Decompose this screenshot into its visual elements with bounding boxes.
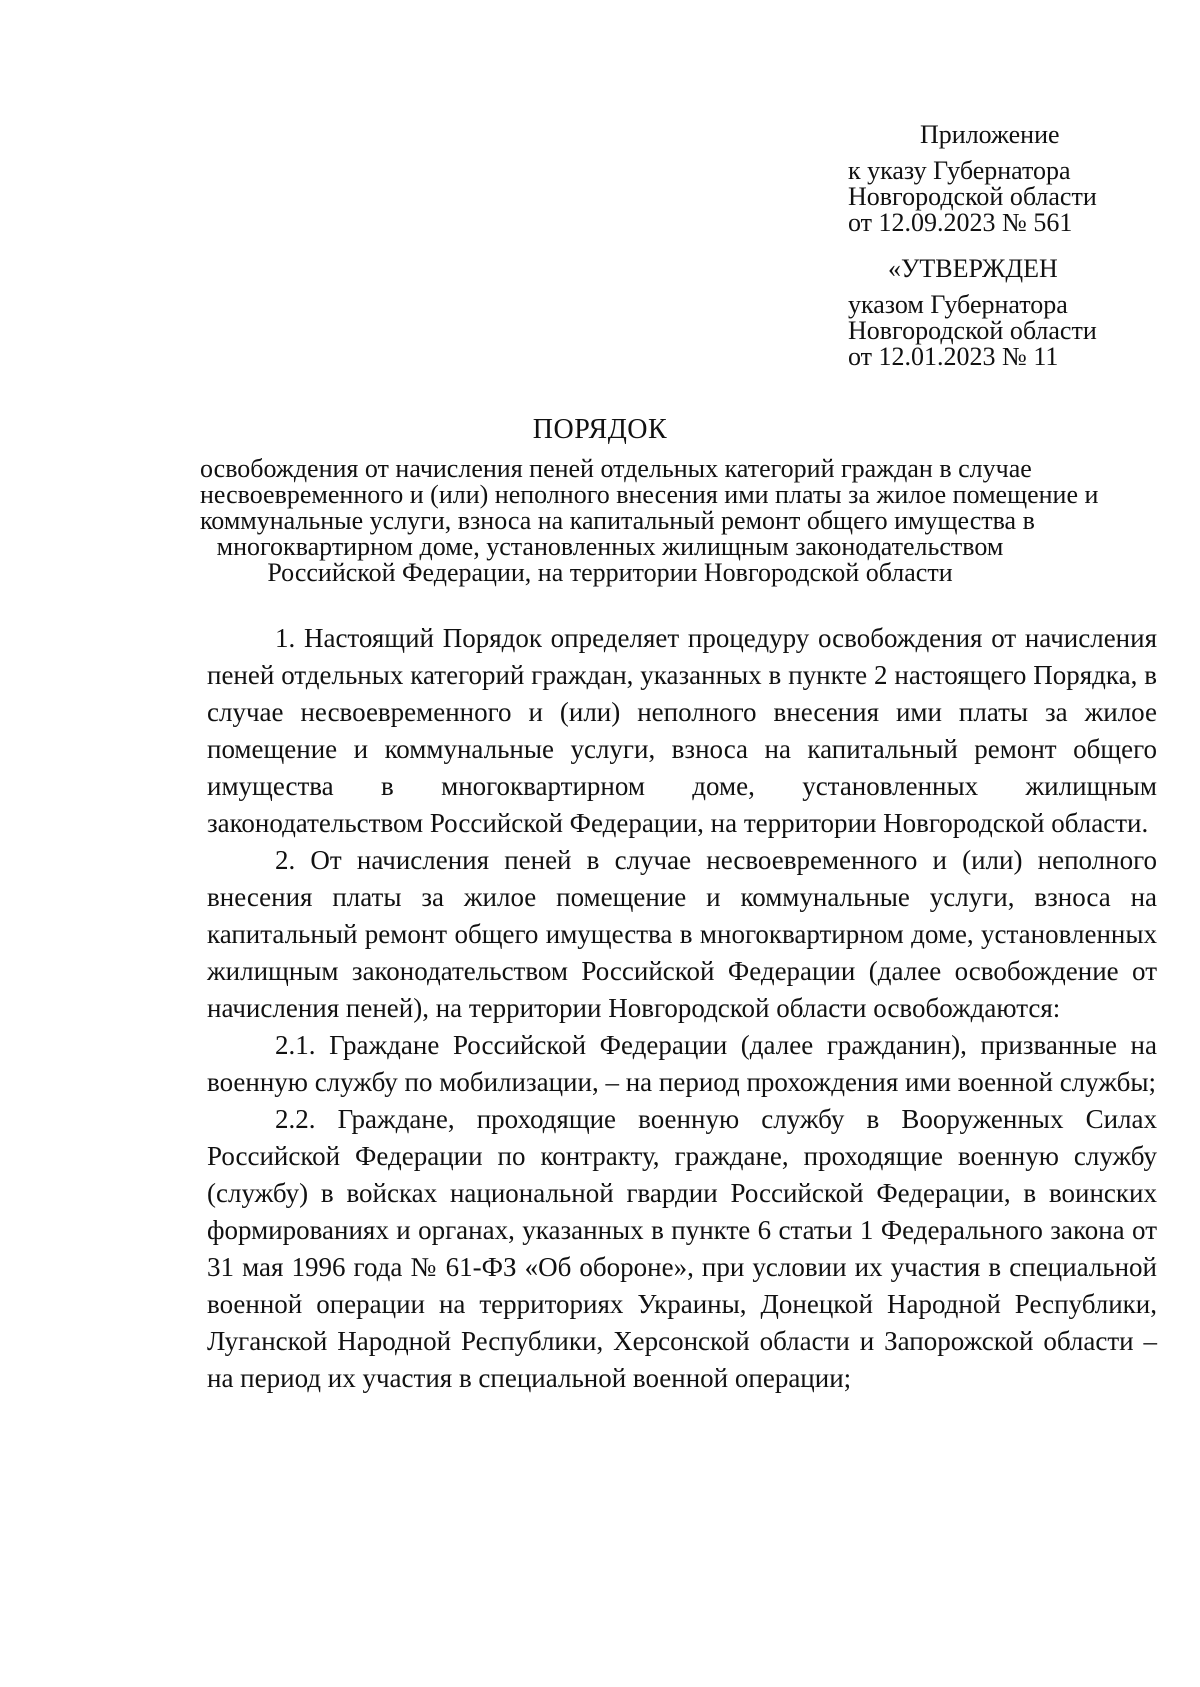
subtitle-line: Российской Федерации, на территории Новгородской области bbox=[267, 558, 953, 587]
appendix-reference bbox=[848, 158, 1168, 236]
document-body bbox=[207, 620, 1157, 1397]
approved-title: «УТВЕРЖДЕН bbox=[888, 254, 1058, 283]
document-subtitle bbox=[200, 454, 1099, 587]
appendix-line: Новгородской области bbox=[848, 182, 1097, 211]
approved-line: от 12.01.2023 № 11 bbox=[848, 342, 1059, 371]
paragraph-2: 2. От начисления пеней в случае несвоевременного и (или) неполного внесения платы за жилое помещение и коммунальные услуги, взноса на капитальный ремонт общего имущества в многоквартирном доме, установленных жилищным законодательством Российской Федерации (далее освобождение от начисления пеней), на территории Новгородской области освобождаются: bbox=[207, 845, 1157, 1023]
subtitle-line: несвоевременного и (или) неполного внесения ими платы за жилое помещение и bbox=[200, 480, 1099, 509]
appendix-line: к указу Губернатора bbox=[848, 156, 1071, 185]
approved-reference bbox=[848, 292, 1168, 370]
paragraph-2-1: 2.1. Граждане Российской Федерации (далее гражданин), призванные на военную службу по мобилизации, – на период прохождения ими военной службы; bbox=[207, 1030, 1157, 1097]
subtitle-line: коммунальные услуги, взноса на капитальный ремонт общего имущества в bbox=[200, 506, 1035, 535]
document-title: ПОРЯДОК bbox=[532, 414, 668, 445]
appendix-header bbox=[848, 120, 1168, 370]
appendix-title: Приложение bbox=[920, 120, 1060, 149]
paragraph-1: 1. Настоящий Порядок определяет процедуру освобождения от начисления пеней отдельных категорий граждан, указанных в пункте 2 настоящего Порядка, в случае несвоевременного и (или) неполного внесения ими платы за жилое помещение и коммунальные услуги, взноса на капитальный ремонт общего имущества в многоквартирном доме, установленных жилищным законодательством Российской Федерации, на территории Новгородской области. bbox=[207, 623, 1157, 838]
paragraph-2-2: 2.2. Граждане, проходящие военную службу в Вооруженных Силах Российской Федерации по контракту, граждане, проходящие военную службу (службу) в войсках национальной гвардии Российской Федерации, в воинских формированиях и органах, указанных в пункте 6 статьи 1 Федерального закона от 31 мая 1996 года № 61-ФЗ «Об обороне», при условии их участия в специальной военной операции на территориях Украины, Донецкой Народной Республики, Луганской Народной Республики, Херсонской области и Запорожской области – на период их участия в специальной военной операции; bbox=[207, 1104, 1157, 1393]
subtitle-line: многоквартирном доме, установленных жилищным законодательством bbox=[216, 532, 1004, 561]
approved-line: Новгородской области bbox=[848, 316, 1097, 345]
approved-line: указом Губернатора bbox=[848, 290, 1068, 319]
subtitle-line: освобождения от начисления пеней отдельных категорий граждан в случае bbox=[200, 454, 1032, 483]
appendix-line: от 12.09.2023 № 561 bbox=[848, 208, 1073, 237]
